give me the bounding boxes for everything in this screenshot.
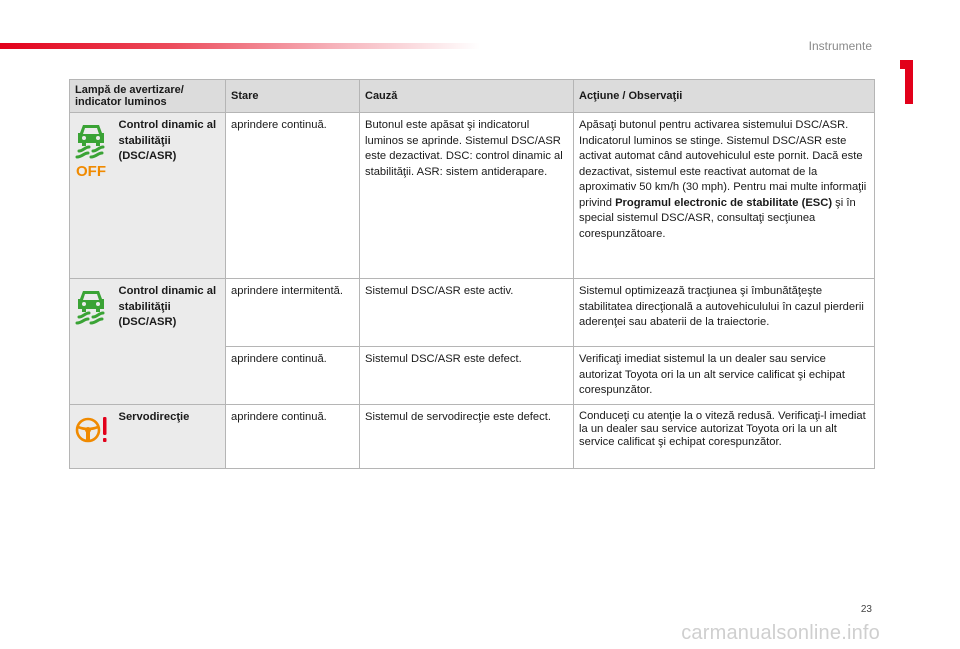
action-text-end: şi în special sistemul DSC/ASR, consultaţi secţiunea corespunzătoare. xyxy=(579,196,856,240)
lamp-name: Servodirecţie xyxy=(114,404,226,468)
cause-cell: Sistemul DSC/ASR este defect. xyxy=(360,347,574,405)
watermark: carmanualsonline.info xyxy=(681,622,880,644)
lamp-name: Control dinamic al stabilităţii (DSC/ASR) xyxy=(114,113,226,279)
table-row xyxy=(70,279,875,347)
top-accent-bar xyxy=(0,43,480,49)
page-number: 23 xyxy=(860,604,872,615)
action-cell: Verificaţi imediat sistemul la un dealer sau service autorizat Toyota ori la un alt service calificat şi echipat corespunzător. xyxy=(574,347,875,405)
header-action: Acţiune / Observaţii xyxy=(574,80,875,113)
table-row xyxy=(70,113,875,279)
table-header-row xyxy=(70,80,875,113)
esc-skid-icon xyxy=(74,287,108,327)
esc-off-icon xyxy=(74,121,108,179)
icon-cell xyxy=(70,404,114,468)
action-text: Apăsaţi butonul pentru activarea sistemului DSC/ASR. Indicatorul luminos se stinge. Sistemul DSC/ASR este activat automat când autovehiculul este pornit. Dacă este dezactivat, sistemul este reactivat automat de la aproximativ 50 km/h (30 mph). Pentru mai multe informaţii privind xyxy=(579,119,867,209)
header-cause: Cauză xyxy=(360,80,574,113)
esc-off-label: OFF xyxy=(76,163,106,179)
icon-cell xyxy=(70,279,114,405)
warning-lights-table xyxy=(69,79,875,469)
cause-cell: Sistemul DSC/ASR este activ. xyxy=(360,279,574,347)
chapter-number-text: 1 xyxy=(898,60,899,61)
state-cell: aprindere continuă. xyxy=(226,404,360,468)
section-title: Instrumente xyxy=(808,39,872,53)
state-cell: aprindere continuă. xyxy=(226,113,360,279)
cause-cell: Sistemul de servodirecţie este defect. xyxy=(360,404,574,468)
chapter-number xyxy=(898,60,916,104)
cause-cell: Butonul este apăsat şi indicatorul luminos se aprinde. Sistemul DSC/ASR este dezactivat. DSC: control dinamic al stabilităţii. ASR: sistem antiderapare. xyxy=(360,113,574,279)
header-state: Stare xyxy=(226,80,360,113)
state-cell: aprindere intermitentă. xyxy=(226,279,360,347)
icon-cell xyxy=(70,113,114,279)
header-lamp: Lampă de avertizare/ indicator luminos xyxy=(70,80,226,113)
table-row xyxy=(70,404,875,468)
action-bold-text: Programul electronic de stabilitate (ESC) xyxy=(615,196,833,209)
action-cell: Conduceţi cu atenţie la o viteză redusă. Verificaţi-l imediat la un dealer sau service autorizat Toyota ori la un alt service calificat şi echipat corespunzător. xyxy=(574,404,875,468)
action-cell: Sistemul optimizează tracţiunea şi îmbunătăţeşte stabilitatea direcţională a autovehiculului în cazul pierderii aderenţei sau abaterii de la traiectorie. xyxy=(574,279,875,347)
action-cell xyxy=(574,113,875,279)
lamp-name: Control dinamic al stabilităţii (DSC/ASR) xyxy=(114,279,226,405)
state-cell: aprindere continuă. xyxy=(226,347,360,405)
power-steering-warning-icon xyxy=(74,413,110,447)
